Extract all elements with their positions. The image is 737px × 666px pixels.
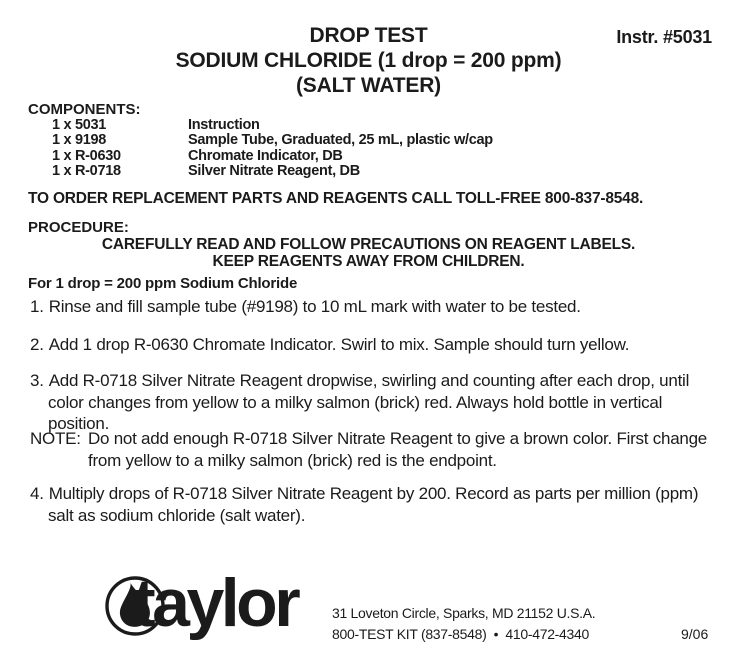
footer-date-code: 9/06 (681, 626, 709, 642)
step-text: Add R-0718 Silver Nitrate Reagent dropwise, swirling and counting after each drop, until color changes from yellow to a milky salmon (brick) red. Always hold bottle in vertical position. (48, 371, 690, 433)
footer-address: 31 Loveton Circle, Sparks, MD 21152 U.S.A. (332, 605, 596, 621)
procedure-step-4 (30, 483, 726, 526)
component-qty: 1 x R-0718 (52, 162, 121, 179)
order-replacement-line: TO ORDER REPLACEMENT PARTS AND REAGENTS CALL TOLL-FREE 800-837-8548. (28, 190, 644, 207)
step-number: 2. (30, 335, 44, 354)
step-number: 4. (30, 484, 44, 503)
step-text: Add 1 drop R-0630 Chromate Indicator. Swirl to mix. Sample should turn yellow. (48, 335, 630, 354)
step-text: Multiply drops of R-0718 Silver Nitrate Reagent by 200. Record as parts per million (ppm) salt as sodium chloride (salt water). (48, 484, 699, 525)
procedure-subheading: For 1 drop = 200 ppm Sodium Chloride (28, 275, 298, 292)
component-desc: Silver Nitrate Reagent, DB (188, 162, 360, 179)
procedure-heading: PROCEDURE: (28, 219, 129, 236)
title-line-drop-test: DROP TEST (309, 24, 428, 47)
footer-phone: 800-TEST KIT (837-8548) • 410-472-4340 (332, 626, 589, 642)
taylor-logo-wordmark: taylor (133, 565, 298, 641)
procedure-step-3 (30, 370, 726, 435)
title-line-sodium-chloride: SODIUM CHLORIDE (1 drop = 200 ppm) (175, 49, 562, 72)
warning-children: KEEP REAGENTS AWAY FROM CHILDREN. (212, 253, 525, 270)
step-text: Rinse and fill sample tube (#9198) to 10 mL mark with water to be tested. (48, 297, 581, 316)
components-list (52, 118, 493, 179)
component-desc: Sample Tube, Graduated, 25 mL, plastic w/cap (188, 132, 493, 149)
step-number: 1. (30, 297, 44, 316)
component-qty: 1 x 5031 (52, 117, 107, 133)
warning-precautions: CAREFULLY READ AND FOLLOW PRECAUTIONS ON REAGENT LABELS. (101, 236, 636, 253)
title-line-salt-water: (SALT WATER) (296, 74, 441, 97)
component-qty: 1 x R-0630 (52, 147, 121, 164)
page-title (0, 23, 737, 98)
procedure-step-1 (30, 296, 726, 318)
components-heading: COMPONENTS: (28, 101, 141, 118)
component-row (52, 149, 493, 164)
instruction-number: Instr. #5031 (616, 27, 712, 47)
note-text: Do not add enough R-0718 Silver Nitrate Reagent to give a brown color. First change from yellow to a milky salmon (brick) red is the endpoint. (88, 429, 708, 470)
component-row (52, 133, 493, 148)
component-qty: 1 x 9198 (52, 132, 107, 149)
procedure-step-2 (30, 334, 726, 356)
component-desc: Instruction (188, 117, 260, 133)
component-row (52, 118, 493, 133)
component-desc: Chromate Indicator, DB (188, 147, 343, 164)
step-number: 3. (30, 371, 44, 390)
note-label: NOTE: (30, 429, 81, 448)
component-row (52, 164, 493, 179)
procedure-note (30, 428, 718, 471)
